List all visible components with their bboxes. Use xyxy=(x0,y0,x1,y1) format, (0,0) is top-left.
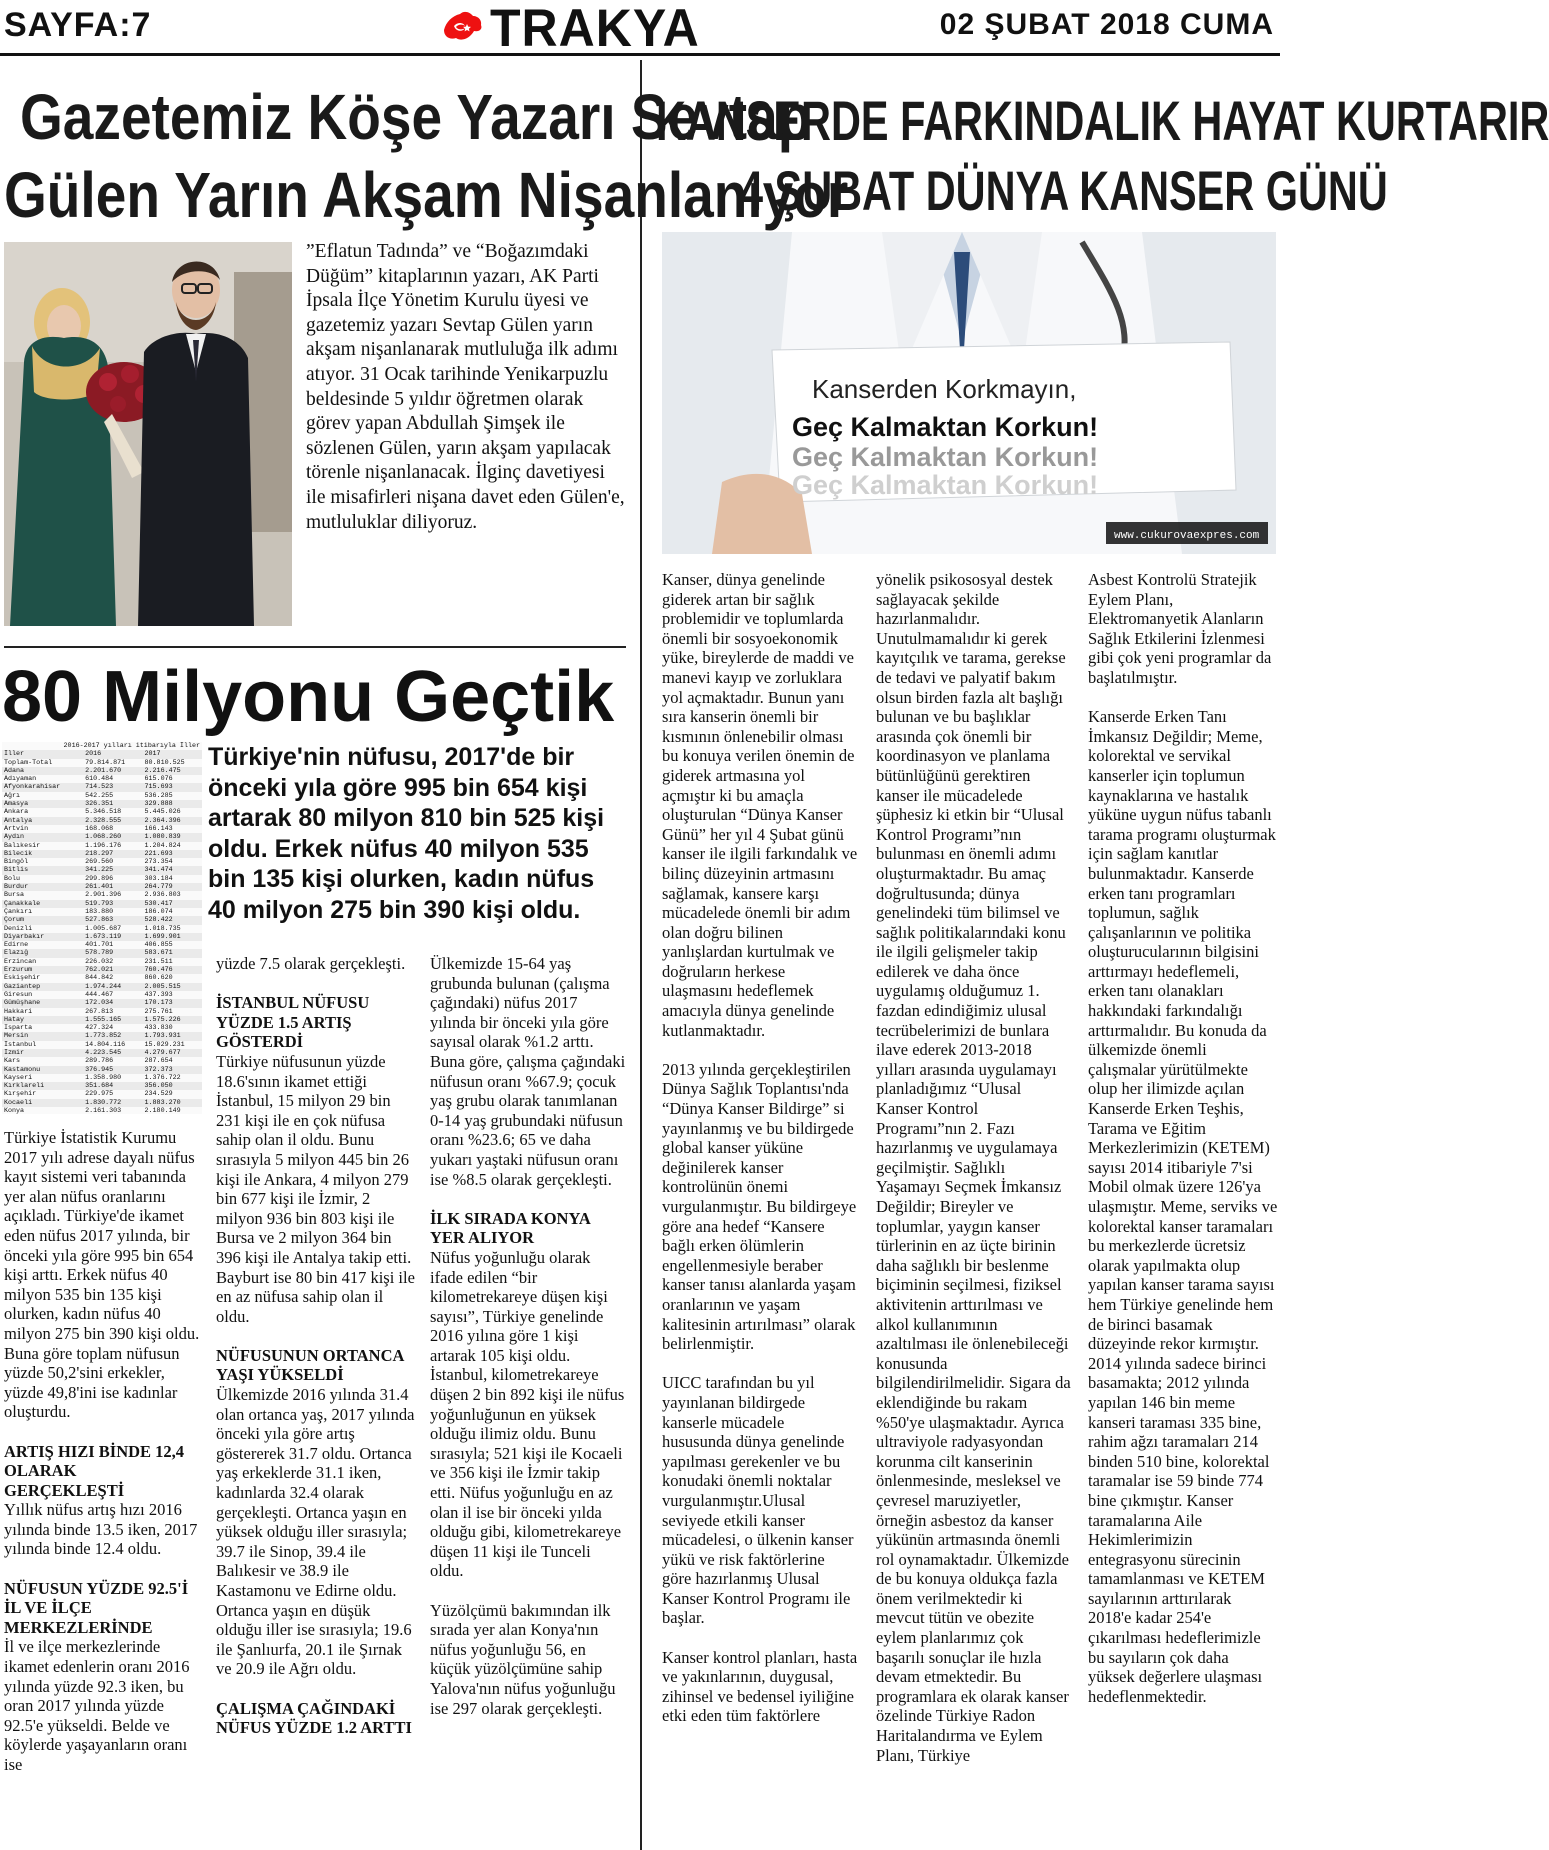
table-cell: 372.373 xyxy=(143,1066,202,1074)
table-cell: 1.376.722 xyxy=(144,1073,181,1082)
table-cell: 226.032 xyxy=(85,957,114,966)
story2-column2 xyxy=(216,954,416,1738)
table-cell: 1.699.901 xyxy=(143,933,202,941)
table-row xyxy=(2,999,202,1007)
paragraph: Kanserde Erken Tanı İmkansız Değildir; Meme, kolorektal ve servikal kanserler için toplumun kaynaklarına ve hastalık yüküne uygun nüfus tabanlı tarama programı oluşturmak için sağlam kanıtlar bulunmaktadır. Kanserde erken tanı programları toplumun, sağlık çalışanlarının ve politika oluşturucularının bilgisini arttırmayı hedeflemeli, erken tanı olanakları hakkındaki farkındalığı arttırmalıdır. Bu konuda da ülkemizde önemli çalışmalar yürütülmekte olup her ilimizde açılan Kanserde Erken Teşhis, Tarama ve Eğitim Merkezlerimizin (KETEM) sayısı 2014 itibariyle 7'si Mobil olmak üzere 126'ya ulaşmıştır. Meme, serviks ve kolorektal kanser taramaları bu merkezlerde ücretsiz olarak yapılmakta olup yapılan kanser tarama sayısı hem Türkiye genelinde hem de birinci basamak düzeyinde rekor kırmıştır. 2014 yılında sadece birinci basamakta; 2012 yılında yapılan 146 bin meme kanseri taraması 335 bine, rahim ağzı taramaları 214 binden 510 bine, kolorektal taramalar ise 59 binde 774 bine çıkmıştır. Kanser taramalarına Aile Hekimlerimizin entegrasyonu sürecinin tamamlanması ve KETEM sayılarının arttırılarak 2018'e kadar 254'e çıkarılması hedeflerimizle bu sayıların çok daha yüksek değerlere ulaşması hedeflenmektedir. xyxy=(1088,707,1278,1706)
table-cell: 79.814.871 xyxy=(85,758,126,767)
table-row xyxy=(2,1057,202,1065)
table-cell: 2.005.515 xyxy=(143,983,202,991)
paragraph: 2013 yılında gerçekleştirilen Dünya Sağlık Toplantısı'nda “Dünya Kanser Bildirge” si yayınlanmış ve bu bildirgede global kanser yüküne değinilerek kanser kontrolünün önemi vurgulanmıştır. Bu bildirgeye göre ana hedef “Kansere bağlı erken ölümlerin engellenmesiyle beraber kanser tanısı alanlarda yaşam oranlarının ve yaşam kalitesinin artırılması” olarak belirlenmiştir. xyxy=(662,1059,857,1354)
table-cell: 1.080.839 xyxy=(143,833,202,841)
table-cell: 218.297 xyxy=(83,850,142,858)
story2-column1 xyxy=(4,1128,200,1794)
table-cell: 287.654 xyxy=(144,1057,173,1066)
table-cell: 15.029.231 xyxy=(144,1040,185,1049)
table-cell: 1.974.244 xyxy=(83,983,142,991)
table-cell: 229.975 xyxy=(85,1090,114,1099)
story1-headline-line1: Gazetemiz Köşe Yazarı Sevtap xyxy=(20,81,812,153)
table-cell: 1.555.165 xyxy=(83,1016,142,1024)
table-cell: 170.173 xyxy=(143,999,202,1007)
table-row xyxy=(2,1090,202,1098)
table-row xyxy=(2,825,202,833)
table-cell: 1.793.931 xyxy=(143,1032,202,1040)
card-line4: Geç Kalmaktan Korkun! xyxy=(792,470,1099,500)
issue-date: 02 ŞUBAT 2018 CUMA xyxy=(939,8,1274,41)
table-row xyxy=(2,1066,202,1074)
table-cell: 760.476 xyxy=(143,966,202,974)
story2-lead: Türkiye'nin nüfusu, 2017'de bir önceki yıla göre 995 bin 654 kişi artarak 80 milyon 810 bin 525 kişi oldu. Erkek nüfus 40 milyon 535 bin 135 kişi olurken, kadın nüfus 40 milyon 275 bin 390 kişi oldu. xyxy=(208,743,605,924)
table-cell: İzmir xyxy=(2,1049,83,1057)
table-cell: 341.225 xyxy=(83,866,142,874)
table-cell: 4.223.545 xyxy=(83,1049,142,1057)
table-cell: 273.354 xyxy=(144,858,173,867)
table-cell: 341.474 xyxy=(143,866,202,874)
subheading: NÜFUSUNUN ORTANCA YAŞI YÜKSELDİ xyxy=(216,1345,404,1385)
table-cell: 437.393 xyxy=(144,990,173,999)
table-row xyxy=(2,900,202,908)
table-cell: Bursa xyxy=(4,891,25,900)
table-cell: 303.184 xyxy=(144,874,173,883)
table-cell: 528.422 xyxy=(143,916,202,924)
table-header-cell: 2017 xyxy=(143,750,202,758)
table-row xyxy=(2,858,202,866)
table-cell: 2.201.670 xyxy=(83,767,142,775)
table-cell: 1.196.176 xyxy=(85,841,122,850)
table-cell: 844.842 xyxy=(85,974,114,983)
table-row xyxy=(2,908,202,916)
table-row xyxy=(2,866,202,874)
story3-headline-line2: 4 ŞUBAT DÜNYA KANSER GÜNÜ xyxy=(740,159,1388,222)
table-cell: Elazığ xyxy=(2,949,83,957)
table-row xyxy=(2,941,202,949)
page-number-label: SAYFA:7 xyxy=(4,6,152,44)
table-cell: 530.417 xyxy=(143,900,202,908)
table-cell: Ankara xyxy=(4,808,29,817)
table-cell: 326.351 xyxy=(83,800,142,808)
paragraph: Kanser kontrol planları, hasta ve yakınlarının, duygusal, zihinsel ve bedensel iyiliğine etki eden tüm faktörlere xyxy=(662,1647,858,1726)
card-line2: Geç Kalmaktan Korkun! xyxy=(792,412,1099,442)
table-row xyxy=(2,1041,202,1049)
table-cell: İstanbul xyxy=(4,1040,37,1049)
table-cell: 1.830.772 xyxy=(83,1099,142,1107)
table-cell: 376.945 xyxy=(83,1066,142,1074)
table-cell: 231.511 xyxy=(144,957,173,966)
table-cell: 356.050 xyxy=(143,1082,202,1090)
table-cell: Erzurum xyxy=(2,966,83,974)
table-row xyxy=(2,958,202,966)
table-cell: 299.896 xyxy=(85,874,114,883)
table-row xyxy=(2,792,202,800)
table-row xyxy=(2,800,202,808)
table-row xyxy=(2,817,202,825)
table-cell: 715.693 xyxy=(143,783,202,791)
table-cell: 1.068.260 xyxy=(83,833,142,841)
story3-column1 xyxy=(662,570,858,1746)
couple-photo-illustration xyxy=(4,242,292,626)
image-url-tag: www.cukurovaexpres.com xyxy=(1114,530,1260,542)
table-row xyxy=(2,783,202,791)
doctor-card-illustration xyxy=(662,232,1276,554)
table-cell: Antalya xyxy=(2,817,83,825)
table-cell: 183.880 xyxy=(85,907,114,916)
table-cell: 5.445.026 xyxy=(144,808,181,817)
subheading: İSTANBUL NÜFUSU YÜZDE 1.5 ARTIŞ GÖSTERDİ xyxy=(216,993,370,1052)
table-row xyxy=(2,891,202,899)
table-cell: Aydın xyxy=(2,833,83,841)
table-row xyxy=(2,1016,202,1024)
table-row xyxy=(2,808,202,816)
table-cell: Bolu xyxy=(4,874,21,883)
paragraph: Ülkemizde 15-64 yaş grubunda bulunan (çalışma çağındaki) nüfus 2017 yılında bir önceki yıla göre sayısal olarak %1.2 arttı. Buna göre, çalışma çağındaki nüfusun oranı %67.9; çocuk yaş grubu olarak tanımlanan 0-14 yaş grubundaki nüfusun oranı %23.6; 65 ve daha yukarı yaştaki nüfusun oranı ise %8.5 olarak gerçekleşti. xyxy=(430,954,626,1189)
table-cell: 1.673.119 xyxy=(83,933,142,941)
paragraph: Türkiye nüfusunun yüzde 18.6'sının ikamet ettiği İstanbul, 15 milyon 29 bin 231 kişi ile en çok nüfusa sahip olan il oldu. Bunu sırasıyla 5 milyon 445 bin 26 kişi ile Ankara, 4 milyon 279 bin 677 kişi ile İzmir, 2 milyon 936 bin 803 kişi ile Bursa ve 2 milyon 364 bin 396 kişi ile Antalya takip etti. Bayburt ise 80 bin 417 kişi ile en az nüfusa sahip olan il oldu. xyxy=(216,1051,415,1326)
table-cell: Bilecik xyxy=(2,850,83,858)
paragraph: yönelik psikososyal destek sağlayacak şekilde hazırlanmalıdır. Unutulmamalıdır ki gerek kayıtçılık ve tarama, gerekse de tedavi ve palyatif bakım olsun birden fazla alt başlığı bulunan ve bu başlıklar arasında çok önemli bir koordinasyon ve planlama bütünlüğünü gerektiren kanser ile mücadelede şüphesiz ki etkin bir “Ulusal Kontrol Programı”nın bulunması en önemli adımı oluşturmaktadır. Bu amaç doğrultusunda; dünya genelindeki tüm bilimsel ve sağlık politikalarındaki konu ile ilgili gelişmeler takip edilerek ve daha önce uygulamış olduğumuz 1. fazdan edindiğimiz ulusal tecrübelerimizi de bunlara ilave ederek 2013-2018 yılları arasında uygulamayı planladığımız “Ulusal Kanser Kontrol Programı”nın 2. Fazı hazırlanmış ve uygulamaya geçilmiştir. Sağlıklı Yaşamayı Seçmek İmkansız Değildir; Bireyler ve toplumlar, yaygın kanser türlerinin en az üçte birinin daha sağlıklı bir beslenme biçiminin seçilmesi, fiziksel aktivitenin arttırılması ve alkol kullanımının azaltılması ile önlenebileceği konusunda bilgilendirilmelidir. Sigara da eklendiğinde bu rakam %50'ye ulaşmaktadır. Ayrıca ultraviyole radyasyondan korunma cilt kanserinin önlenmesinde, mesleksel ve çevresel maruziyetler, örneğin asbestoz da kanser yükünün artmasında önemli rol oynamaktadır. Ülkemizde de bu konuya oldukça fazla önem verilmektedir ki mevcut tütün ve obezite eylem planlarımız çok başarılı sonuçlar ile hızla devam etmektedir. Bu programlara ek olarak kanser özelinde Türkiye Radon Haritalandırma ve Eylem Planı, Türkiye xyxy=(876,570,1071,1765)
table-cell: Adana xyxy=(2,767,83,775)
table-cell: Denizli xyxy=(4,924,33,933)
newspaper-logo xyxy=(440,0,700,56)
table-row xyxy=(2,1107,202,1115)
card-line1: Kanserden Korkmayın, xyxy=(812,374,1077,404)
card-line3: Geç Kalmaktan Korkun! xyxy=(792,442,1099,472)
table-cell: Ağrı xyxy=(4,791,21,800)
table-caption: 2016-2017 yılları itibarıyla İller xyxy=(63,742,200,750)
table-cell: 2.161.303 xyxy=(85,1107,122,1116)
table-cell: 714.523 xyxy=(83,783,142,791)
paragraph: yüzde 7.5 olarak gerçekleşti. xyxy=(216,954,406,973)
table-row xyxy=(2,875,202,883)
table-cell: Afyonkarahisar xyxy=(2,783,83,791)
table-row xyxy=(2,759,202,767)
table-row xyxy=(2,933,202,941)
table-row xyxy=(2,1082,202,1090)
table-cell: Edirne xyxy=(4,941,29,950)
table-cell: Bitlis xyxy=(2,866,83,874)
table-cell: Çankırı xyxy=(4,907,33,916)
table-header-cell: İller xyxy=(2,750,83,758)
table-row xyxy=(2,991,202,999)
table-row xyxy=(2,1032,202,1040)
table-cell: 186.074 xyxy=(144,907,173,916)
table-cell: 762.021 xyxy=(83,966,142,974)
table-cell: 166.143 xyxy=(144,824,173,833)
table-cell: Eskişehir xyxy=(4,974,41,983)
table-cell: Gümüşhane xyxy=(2,999,83,1007)
table-cell: 578.789 xyxy=(83,949,142,957)
table-cell: 519.793 xyxy=(83,900,142,908)
table-header-cell: 2016 xyxy=(83,750,142,758)
table-header-row xyxy=(2,750,202,758)
table-cell: 583.671 xyxy=(143,949,202,957)
table-cell: 275.761 xyxy=(144,1007,173,1016)
table-cell: 1.773.852 xyxy=(83,1032,142,1040)
table-cell: Kırklareli xyxy=(2,1082,83,1090)
paragraph: Ülkemizde 2016 yılında 31.4 olan ortanca yaş, 2017 yılında önceki yıla göre artış göstererek 31.7 oldu. Ortanca yaş erkeklerde 31.1 iken, kadınlarda 32.4 olarak gerçekleşti. Ortanca yaşın en yüksek olduğu iller sırasıyla; 39.7 ile Sinop, 39.4 ile Balıkesir ve 38.9 ile Kastamonu ve Edirne oldu. Ortanca yaşın en düşük olduğu iller ise sırasıyla; 19.6 ile Şanlıurfa, 20.1 ile Şırnak ve 20.9 ile Ağrı oldu. xyxy=(216,1385,415,1679)
subheading: ÇALIŞMA ÇAĞINDAKİ NÜFUS YÜZDE 1.2 ARTTI xyxy=(216,1698,412,1738)
table-row xyxy=(2,949,202,957)
table-cell: Amasya xyxy=(2,800,83,808)
table-body xyxy=(2,759,202,1116)
table-cell: Hakkari xyxy=(4,1007,33,1016)
story2-headline: 80 Milyonu Geçtik xyxy=(2,657,615,737)
table-cell: 80.810.525 xyxy=(144,758,185,767)
table-cell: 351.684 xyxy=(83,1082,142,1090)
table-cell: 536.285 xyxy=(144,791,173,800)
table-row xyxy=(2,1049,202,1057)
table-cell: Konya xyxy=(4,1107,25,1116)
table-cell: Giresun xyxy=(4,990,33,999)
table-cell: Adıyaman xyxy=(4,775,37,784)
table-cell: Çanakkale xyxy=(2,900,83,908)
table-cell: 329.888 xyxy=(143,800,202,808)
table-row xyxy=(2,833,202,841)
table-row xyxy=(2,842,202,850)
table-cell: Bingöl xyxy=(4,858,29,867)
table-cell: 5.346.518 xyxy=(85,808,122,817)
table-cell: 1.018.735 xyxy=(144,924,181,933)
table-cell: Balıkesir xyxy=(4,841,41,850)
story3-column2 xyxy=(876,570,1072,1785)
story3-column3 xyxy=(1088,570,1278,1726)
paragraph: Yüzölçümü bakımından ilk sırada yer alan Konya'nın nüfus yoğunluğu 56, en küçük yüzölçümüne sahip Yalova'nın nüfus yoğunluğu ise 297 olarak gerçekleşti. xyxy=(430,1600,616,1718)
table-cell: 401.701 xyxy=(85,941,114,950)
paragraph: Asbest Kontrolü Stratejik Eylem Planı, Elektromanyetik Alanların Sağlık Etkilerini İzlenmesi gibi çok yeni programlar da başlatılmıştır. xyxy=(1088,570,1272,687)
table-row xyxy=(2,1074,202,1082)
paragraph: Kanser, dünya genelinde giderek artan bir sağlık problemidir ve toplumlarda önemli bir sosyoekonomik yüke, bireylerde de maddi ve manevi kayıp ve zorluklara yol açmaktadır. Bunun yanı sıra kanserin önemli bir kısmının önlenebilir olması bu konuya verilen önemin de giderek artmasına yol açmıştır ki bu amaçla oluşturulan “Dünya Kanser Günü” her yıl 4 Şubat günü kanser ile ilgili farkındalık ve bilinç düzeyinin artmasını sağlamak, kansere karşı mücadelede önemli bir adım olan doğru bilinen yanlışlardan kurtulmak ve doğruların herkese ulaşmasını hedeflemek amacıyla dünya genelinde kutlanmaktadır. xyxy=(662,570,858,1040)
table-cell: Artvin xyxy=(4,824,29,833)
table-cell: 221.693 xyxy=(143,850,202,858)
table-cell: Kayseri xyxy=(4,1073,33,1082)
table-cell: Diyarbakır xyxy=(2,933,83,941)
subheading: ARTIŞ HIZI BİNDE 12,4 OLARAK GERÇEKLEŞTİ xyxy=(4,1441,185,1500)
table-cell: 168.068 xyxy=(85,824,114,833)
column-divider xyxy=(640,60,642,1850)
paragraph: Türkiye İstatistik Kurumu 2017 yılı adrese dayalı nüfus kayıt sistemi veri tabanında yer alan nüfus oranlarını açıkladı. Türkiye'de ikamet eden nüfus 2017 yılında, bir önceki yıla göre 995 bin 654 kişi arttı. Erkek nüfus 40 milyon 535 bin 135 kişi olurken, kadın nüfus 40 milyon 275 bin 390 kişi oldu. Buna göre toplam nüfusun yüzde 50,2'sini erkekler, yüzde 49,8'ini ise kadınlar oluşturdu. xyxy=(4,1128,200,1422)
table-cell: Erzincan xyxy=(4,957,37,966)
table-cell: 1.575.226 xyxy=(143,1016,202,1024)
table-cell: 406.855 xyxy=(144,941,173,950)
table-cell: 615.076 xyxy=(144,775,173,784)
table-row xyxy=(2,925,202,933)
subheading: NÜFUSUN YÜZDE 92.5'İ İL VE İLÇE MERKEZLERİNDE xyxy=(4,1578,189,1637)
table-cell: 1.204.824 xyxy=(144,841,181,850)
table-cell: 4.279.677 xyxy=(143,1049,202,1057)
table-cell: Kastamonu xyxy=(2,1066,83,1074)
table-cell: 427.324 xyxy=(85,1024,114,1033)
table-row xyxy=(2,1024,202,1032)
table-row xyxy=(2,966,202,974)
story1-body: ”Eflatun Tadında” ve “Boğazımdaki Düğüm” kitaplarının yazarı, AK Parti İpsala İlçe Yönetim Kurulu üyesi ve gazetemiz yazarı Sevtap Gülen yarın akşam nişanlanarak mutluluğa ilk adımı atıyor. 31 Ocak tarihinde Yenikarpuzlu beldesinde 5 yıldır öğretmen olarak görev yapan Abdullah Şimşek ile sözlenen Gülen, yarın akşam yapılacak törenle nişanlanacak. İlginç davetiyesi ile misafirleri nişana davet eden Gülen'e, mutluluklar diliyoruz. xyxy=(306,241,625,533)
table-cell: Çorum xyxy=(2,916,83,924)
table-cell: 610.484 xyxy=(85,775,114,784)
table-cell: 269.560 xyxy=(85,858,114,867)
couple-photo xyxy=(4,242,292,626)
table-row xyxy=(2,883,202,891)
subheading: İLK SIRADA KONYA YER ALIYOR xyxy=(430,1208,590,1248)
story2-column3 xyxy=(430,954,626,1738)
logo-text: TRAKYA xyxy=(490,0,700,58)
table-cell: Mersin xyxy=(2,1032,83,1040)
table-cell: 289.786 xyxy=(85,1057,114,1066)
table-cell: 172.034 xyxy=(83,999,142,1007)
section-divider xyxy=(4,646,626,648)
paragraph: İl ve ilçe merkezlerinde ikamet edenlerin oranı 2016 yılında yüzde 92.3 iken, bu oran 2017 yılında yüzde 92.5'e yükseldi. Belde ve köylerde yaşayanların oranı ise xyxy=(4,1637,190,1774)
table-cell: 433.830 xyxy=(144,1024,173,1033)
table-cell: 2.180.149 xyxy=(144,1107,181,1116)
table-cell: 2.364.396 xyxy=(143,817,202,825)
table-row xyxy=(2,767,202,775)
table-cell: 267.813 xyxy=(85,1007,114,1016)
paragraph: Nüfus yoğunluğu olarak ifade edilen “bir kilometrekareye düşen kişi sayısı”, Türkiye genelinde 2016 yılına göre 1 kişi artarak 105 kişi oldu. İstanbul, kilometrekareye düşen 2 bin 892 kişi ile nüfus yoğunluğunun en yüksek olduğu ilimiz oldu. Bunu sırasıyla; 521 kişi ile Kocaeli ve 356 kişi ile İzmir takip etti. Nüfus yoğunluğu en az olan il ise bir önceki yılda olduğu gibi, kilometrekareye düşen 11 kişi ile Tunceli oldu. xyxy=(430,1247,625,1581)
table-cell: 1.005.687 xyxy=(85,924,122,933)
table-row xyxy=(2,916,202,924)
table-cell: Isparta xyxy=(4,1024,33,1033)
table-cell: 234.529 xyxy=(144,1090,173,1099)
story1-headline-line2: Gülen Yarın Akşam Nişanlanıyor xyxy=(4,159,849,231)
paragraph: Yıllık nüfus artış hızı 2016 yılında binde 13.5 iken, 2017 yılında binde 12.4 oldu. xyxy=(4,1500,198,1559)
table-cell: Kırşehir xyxy=(4,1090,37,1099)
table-cell: 860.620 xyxy=(144,974,173,983)
table-row xyxy=(2,1099,202,1107)
table-row xyxy=(2,1008,202,1016)
table-cell: Hatay xyxy=(2,1016,83,1024)
table-cell: Gaziantep xyxy=(2,983,83,991)
table-cell: 1.358.980 xyxy=(85,1073,122,1082)
table-cell: 542.255 xyxy=(85,791,114,800)
turkey-map-icon xyxy=(440,8,484,48)
story3-headline-line1: KANSERDE FARKINDALIK HAYAT KURTARIR xyxy=(656,89,1549,152)
table-cell: 2.901.396 xyxy=(85,891,122,900)
table-cell: Toplam-Total xyxy=(4,758,53,767)
table-cell: 14.804.116 xyxy=(85,1040,126,1049)
table-cell: Kocaeli xyxy=(2,1099,83,1107)
table-row xyxy=(2,775,202,783)
table-row xyxy=(2,983,202,991)
paragraph: UICC tarafından bu yıl yayınlanan bildirgede kanserle mücadele hususunda dünya genelinde yapılması gerekenler ve bu konudaki önemli noktalar vurgulanmıştır.Ulusal seviyede etkili kanser mücadelesi, o ülkenin kanser yükü ve risk faktörlerine göre hazırlanmış Ulusal Kanser Kontrol Programı ile başlar. xyxy=(662,1373,854,1628)
population-table xyxy=(2,742,202,1114)
table-row xyxy=(2,974,202,982)
table-cell: Kars xyxy=(4,1057,21,1066)
table-cell: 527.863 xyxy=(83,916,142,924)
table-cell: Burdur xyxy=(2,883,83,891)
table-cell: 2.328.555 xyxy=(83,817,142,825)
table-cell: 264.779 xyxy=(143,883,202,891)
cancer-day-photo xyxy=(662,232,1276,554)
table-cell: 444.467 xyxy=(85,990,114,999)
table-row xyxy=(2,850,202,858)
table-cell: 2.216.475 xyxy=(143,767,202,775)
table-cell: 2.936.803 xyxy=(144,891,181,900)
table-cell: 261.401 xyxy=(83,883,142,891)
table-cell: 1.883.270 xyxy=(143,1099,202,1107)
